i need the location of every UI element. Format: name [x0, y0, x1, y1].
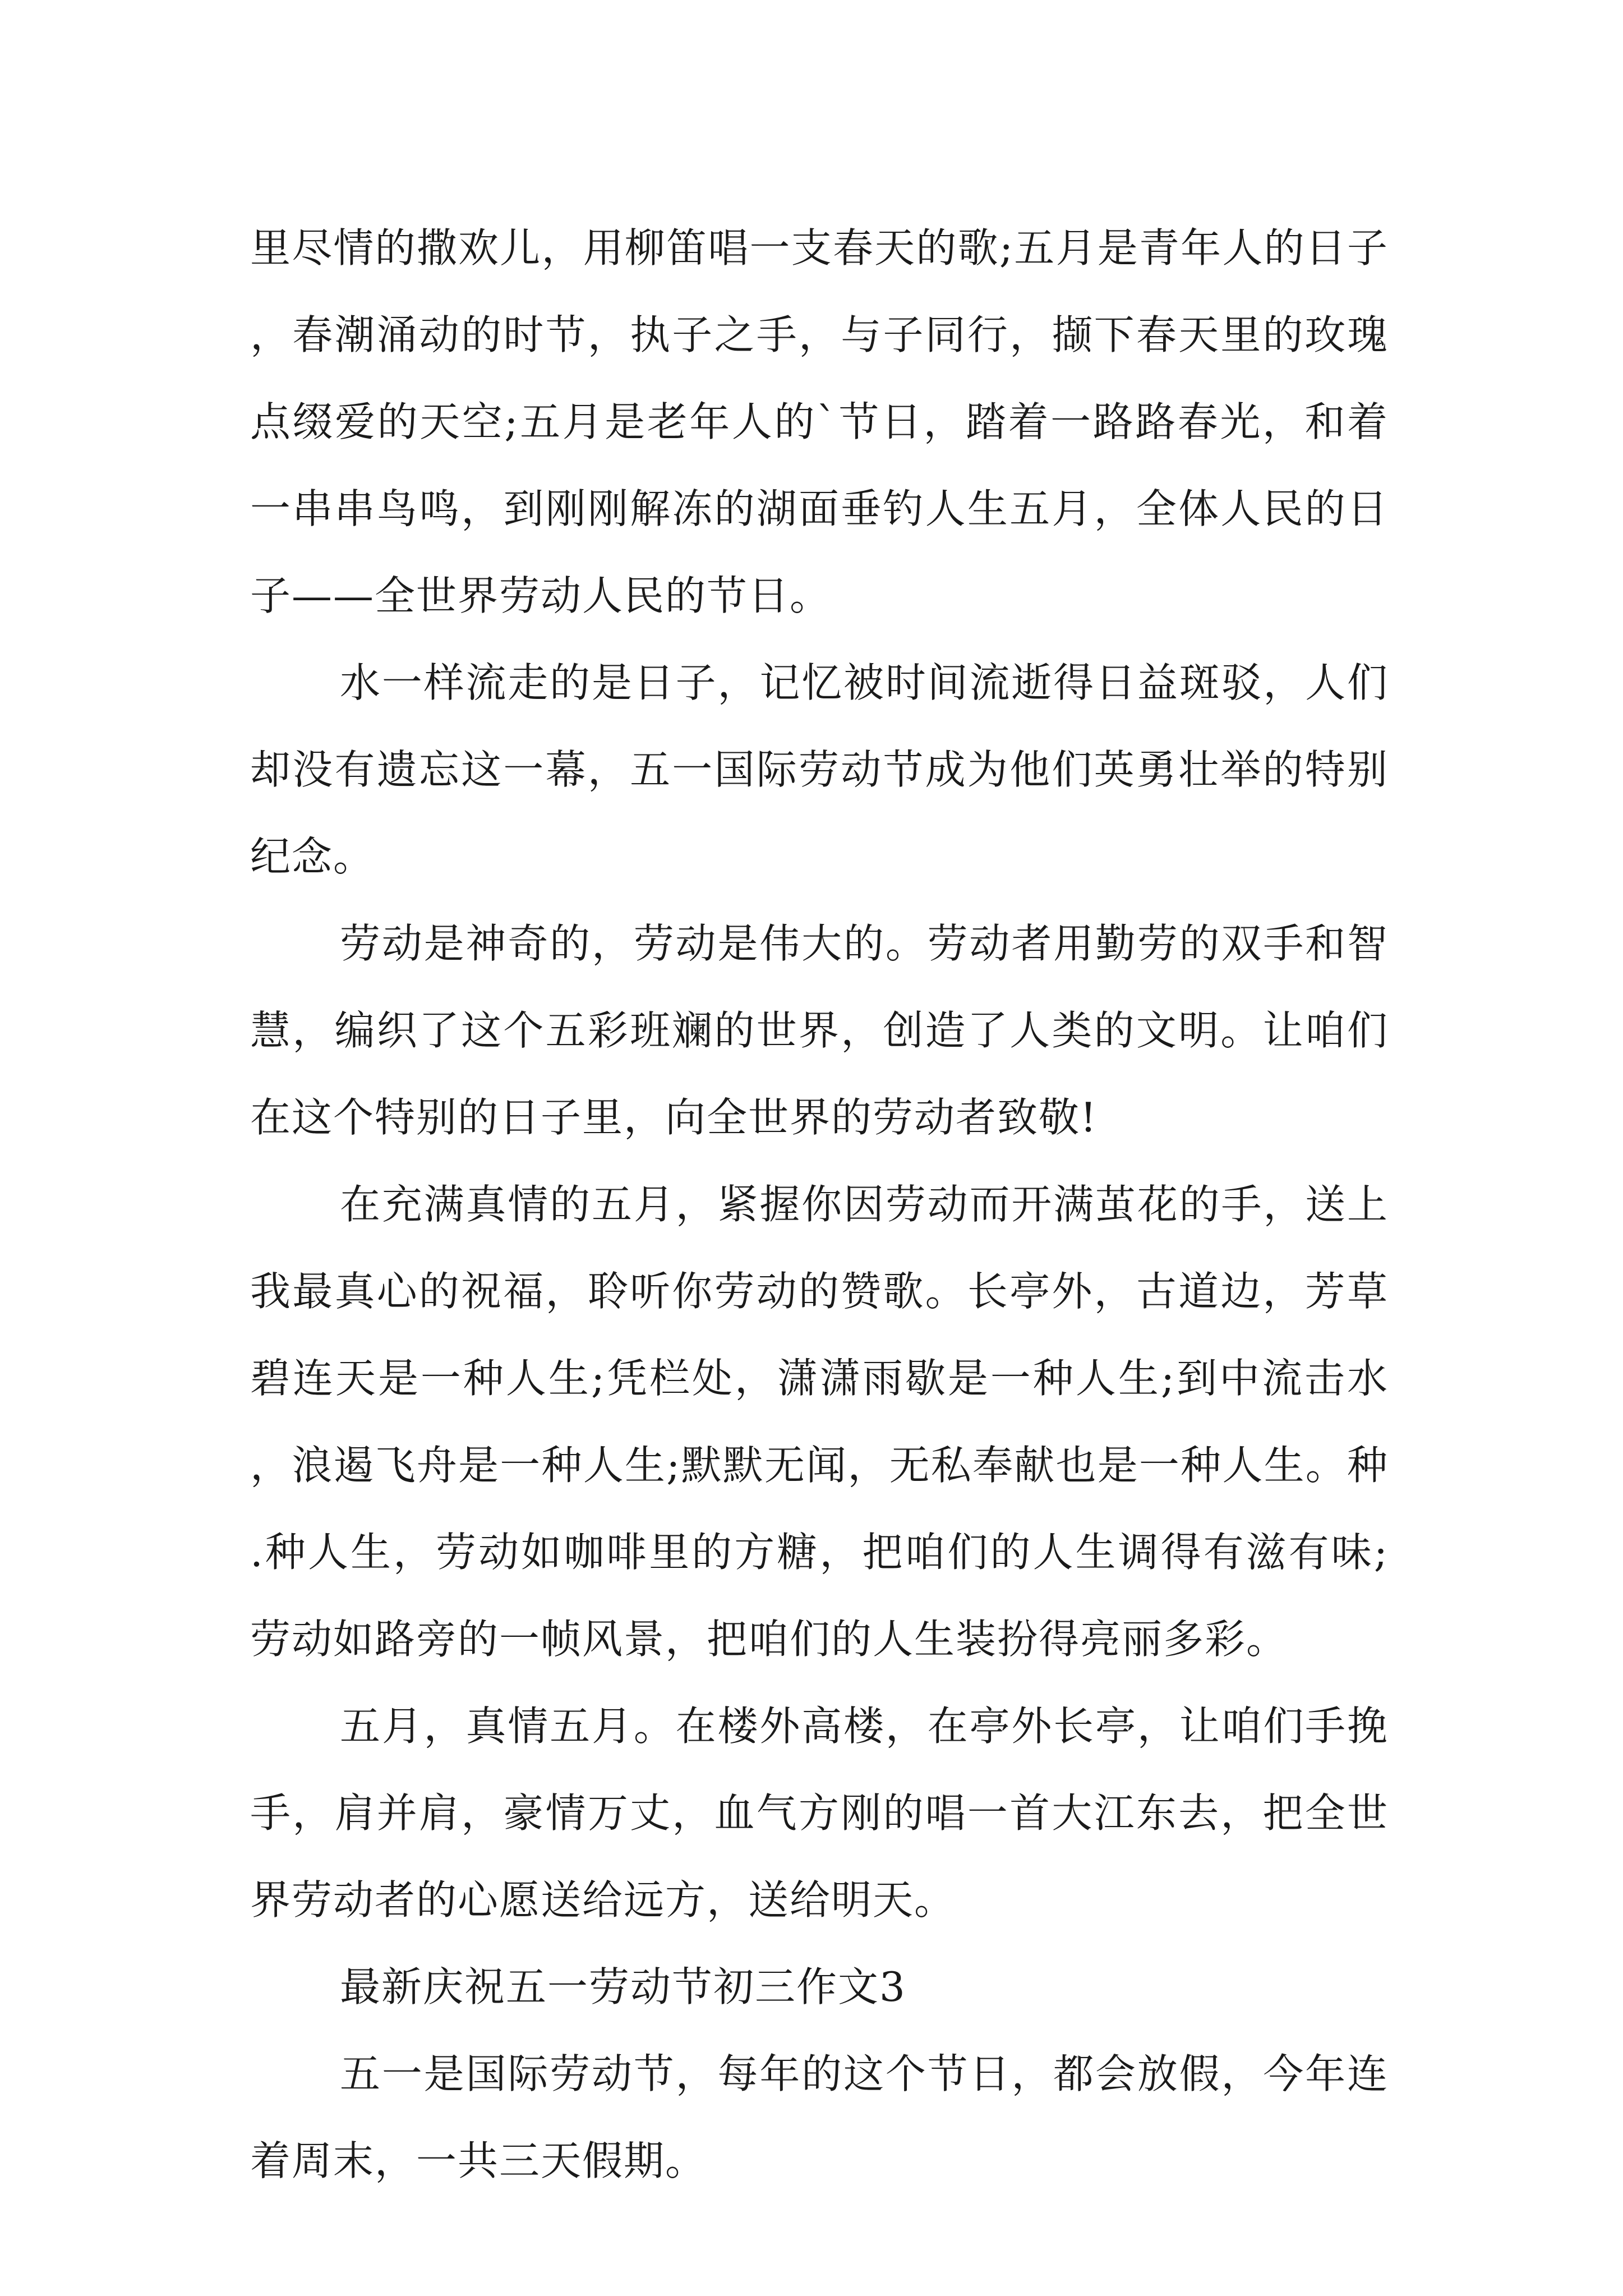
paragraph-1: 里尽情的撒欢儿，用柳笛唱一支春天的歌;五月是青年人的日子，春潮涌动的时节，执子之手，与子同行，撷下春天里的玫瑰点缀爱的天空;五月是老年人的`节日，踏着一路路春光，和着一串串鸟鸣，到刚刚解冻的湖面垂钓人生五月，全体人民的日子——全世界劳动人民的节日。 [250, 224, 1389, 619]
paragraph-2: 水一样流走的是日子，记忆被时间流逝得日益斑驳，人们却没有遗忘这一幕，五一国际劳动节成为他们英勇壮举的特别纪念。 [250, 659, 1389, 880]
document-body [250, 205, 1389, 2205]
paragraph-4: 在充满真情的五月，紧握你因劳动而开满茧花的手，送上我最真心的祝福，聆听你劳动的赞歌。长亭外，古道边，芳草碧连天是一种人生;凭栏处，潇潇雨歇是一种人生;到中流击水，浪遏飞舟是一种人生;默默无闻，无私奉献也是一种人生。种.种人生，劳动如咖啡里的方糖，把咱们的人生调得有滋有味;劳动如路旁的一帧风景，把咱们的人生装扮得亮丽多彩。 [250, 1181, 1389, 1663]
paragraph-6: 五一是国际劳动节，每年的这个节日，都会放假，今年连着周末，一共三天假期。 [250, 2050, 1389, 2184]
paragraph-5: 五月，真情五月。在楼外高楼，在亭外长亭，让咱们手挽手，肩并肩，豪情万丈，血气方刚的唱一首大江东去，把全世界劳动者的心愿送给远方，送给明天。 [250, 1703, 1389, 1924]
section-heading: 最新庆祝五一劳动节初三作文3 [340, 1963, 906, 2010]
paragraph-3: 劳动是神奇的，劳动是伟大的。劳动者用勤劳的双手和智慧，编织了这个五彩班斓的世界，创造了人类的文明。让咱们在这个特别的日子里，向全世界的劳动者致敬! [250, 920, 1389, 1141]
